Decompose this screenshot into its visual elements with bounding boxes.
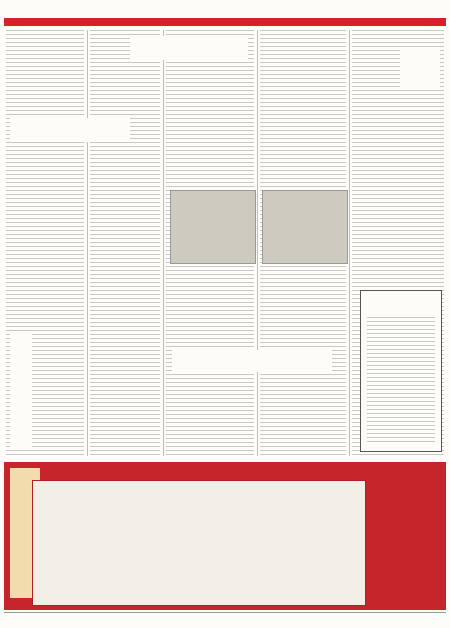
poem-box (360, 290, 442, 452)
column-rule (349, 30, 350, 456)
headline (400, 50, 440, 90)
header-band (4, 18, 446, 26)
headline-block (10, 118, 130, 142)
headline-block (10, 332, 32, 450)
ad-brand (90, 486, 200, 508)
footer-right (304, 614, 444, 624)
ad-contact (60, 596, 360, 606)
headline (172, 350, 332, 372)
photo (262, 190, 348, 264)
photo-caption (262, 264, 346, 274)
headline (130, 36, 248, 60)
column-rule (163, 30, 164, 456)
column-rule (257, 30, 258, 456)
headline-block (172, 350, 332, 372)
ad-price (200, 572, 280, 592)
headline (10, 118, 130, 142)
footer-center (154, 614, 294, 624)
photo (170, 190, 256, 264)
column-rule (87, 30, 88, 456)
text-column-2 (90, 30, 160, 456)
headline-block (130, 36, 248, 60)
photo-caption (170, 264, 254, 274)
footer-band (4, 612, 446, 625)
page-number (4, 4, 24, 18)
headline-block (400, 50, 440, 90)
masthead (200, 4, 260, 18)
poem-title (367, 295, 435, 311)
headline (10, 332, 32, 450)
footer-left (4, 614, 144, 624)
